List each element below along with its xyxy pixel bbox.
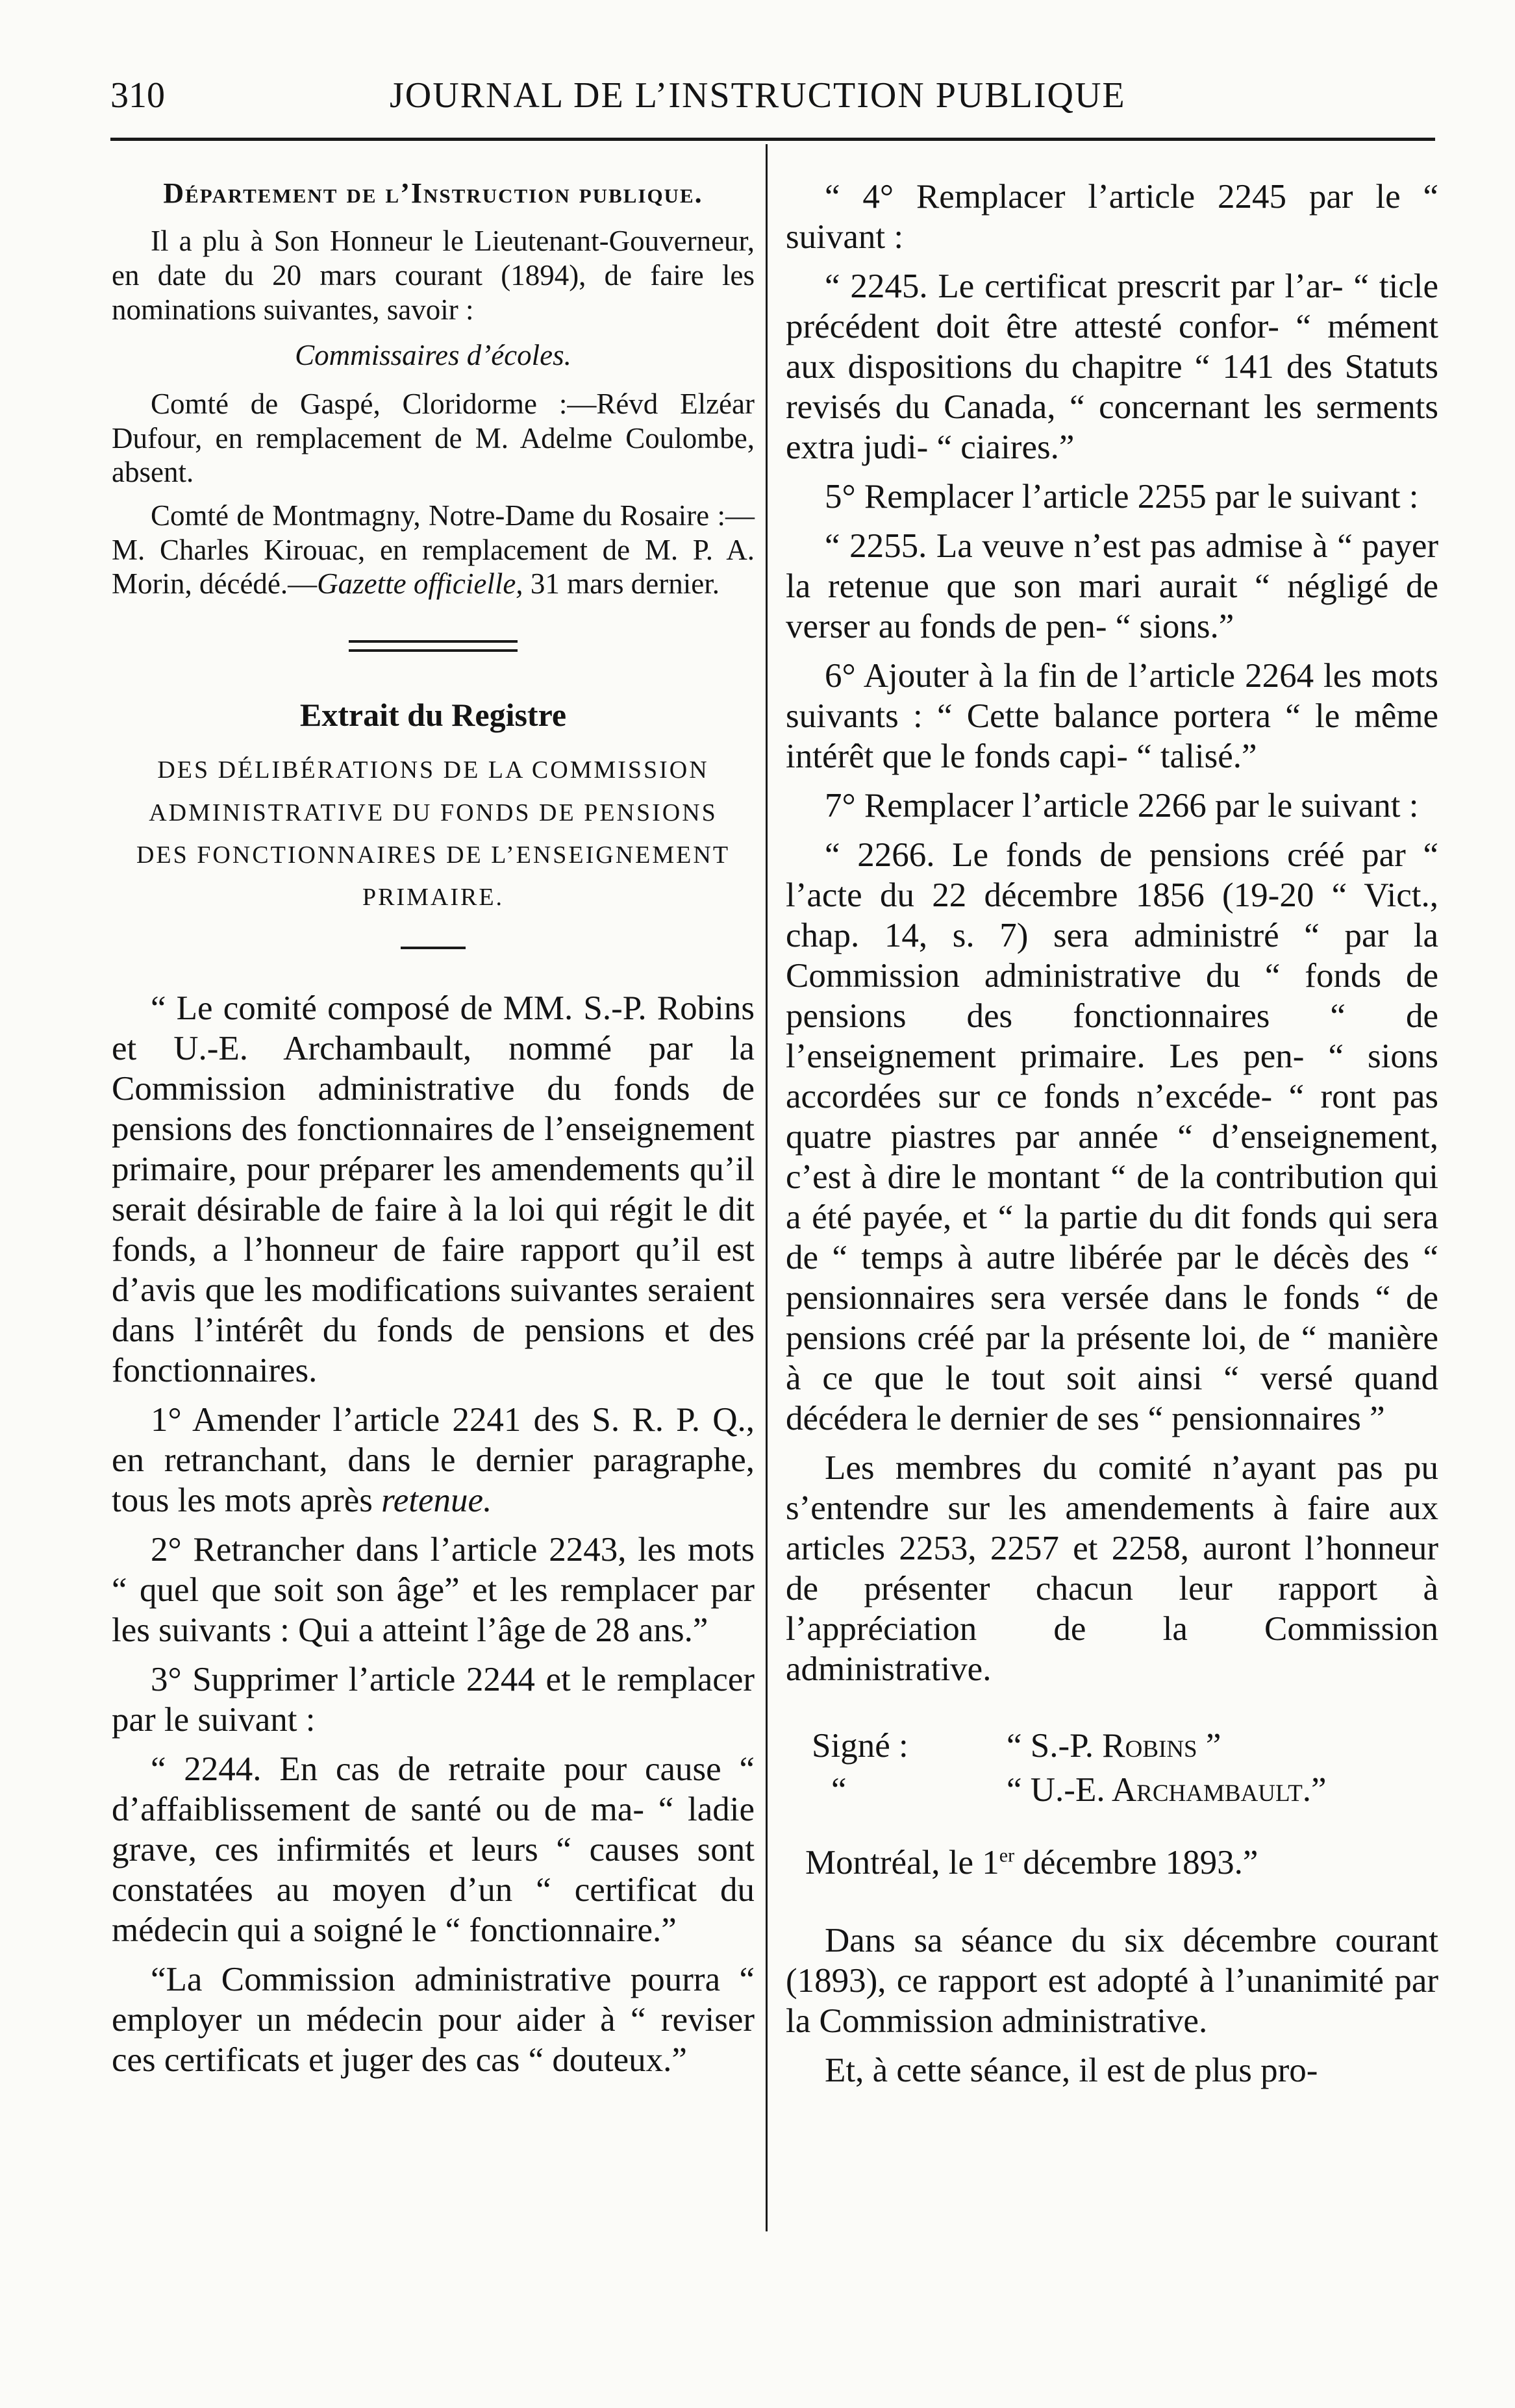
amendment-1-italic: retenue. <box>381 1481 492 1519</box>
signature-block <box>786 1726 1438 1810</box>
committee-report: “ Le comité composé de MM. S.-P. Robins et U.-E. Archambault, nommé par la Commission administrative du fonds de pensions des fonctionnaires de l’enseignement primaire, pour préparer les amendements qu’il serait désirable de faire à la loi qui régit le dit fonds, a l’honneur de faire rapport qu’il est d’avis que les modifications suivantes seraient dans l’intérêt du fonds de pensions et des fonctionnaires. <box>112 989 755 1389</box>
amendment-2: 2° Retrancher dans l’article 2243, les mots “ quel que soit son âge” et les remplacer par les suivants : Qui a atteint l’âge de 28 ans.” <box>112 1530 755 1649</box>
amendment-7: 7° Remplacer l’article 2266 par le suivant : <box>825 787 1419 825</box>
column-divider <box>766 144 768 2231</box>
signature-row <box>786 1726 1438 1766</box>
amendment-1-text: 1° Amender l’article 2241 des S. R. P. Q., en retranchant, dans le dernier paragraphe, tous les mots après <box>112 1400 755 1519</box>
adoption-paragraph: Dans sa séance du six décembre courant (1893), ce rapport est adopté à l’unanimité par la Commission administrative. <box>786 1922 1438 2040</box>
page-number: 310 <box>110 75 165 116</box>
amendment-5: 5° Remplacer l’article 2255 par le suivant : <box>825 478 1419 515</box>
header-rule <box>110 138 1435 141</box>
date-line <box>805 1843 1438 1883</box>
date-line-sup: er <box>999 1844 1015 1867</box>
subheading: Commissaires d’écoles. <box>295 339 571 372</box>
committee-disagreement: Les membres du comité n’ayant pas pu s’entendre sur les amendements à faire aux articles 2253, 2257 et 2258, auront l’honneur de présenter chacun leur rapport à l’appréciation de la Commission administrative. <box>786 1449 1438 1688</box>
department-heading: Département de l’Instruction publique. <box>163 177 703 209</box>
signature-label: Signé : <box>812 1727 908 1765</box>
signatory-archambault: “ U.-E. Archambault.” <box>1007 1771 1327 1809</box>
subtitle-rule <box>401 947 466 949</box>
article-2244-continued: “La Commission administrative pourra “ employer un médecin pour aider à “ reviser ces certificats et juger des cas “ douteux.” <box>112 1960 755 2079</box>
amendment-3: 3° Supprimer l’article 2244 et le remplacer par le suivant : <box>112 1660 755 1739</box>
nomination-montmagny-end: 31 mars dernier. <box>523 567 720 601</box>
date-line-post: décembre 1893.” <box>1014 1844 1258 1881</box>
section-title: Extrait du Registre <box>299 696 567 733</box>
amendment-4: “ 4° Remplacer l’article 2245 par le “ suivant : <box>786 178 1438 256</box>
signatory-robins: “ S.-P. Robins ” <box>1007 1727 1221 1765</box>
decree-intro: Il a plu à Son Honneur le Lieutenant-Gouverneur, en date du 20 mars courant (1894), de faire les nominations suivantes, savoir : <box>112 225 755 326</box>
amendment-1 <box>112 1400 755 1521</box>
article-2245: “ 2245. Le certificat prescrit par l’ar- “ ticle précédent doit être attesté confor- “ mément aux dispositions du chapitre “ 141 des Statuts revisés du Canada, “ concernant les serments extra judi- “ ciaires.” <box>786 267 1438 466</box>
running-title: JOURNAL DE L’INSTRUCTION PUBLIQUE <box>390 75 1126 116</box>
continuation-paragraph: Et, à cette séance, il est de plus pro- <box>825 2052 1318 2089</box>
section-divider <box>349 640 518 652</box>
nomination-gaspe: Comté de Gaspé, Cloridorme :—Révd Elzéar Dufour, en remplacement de M. Adelme Coulombe, absent. <box>112 388 755 489</box>
article-2255: “ 2255. La veuve n’est pas admise à “ payer la retenue que son mari aurait “ négligé de verser au fonds de pen- “ sions.” <box>786 527 1438 645</box>
nomination-montmagny <box>112 499 755 601</box>
amendment-6: 6° Ajouter à la fin de l’article 2264 les mots suivants : “ Cette balance portera “ le même intérêt que le fonds capi- “ talisé.” <box>786 657 1438 775</box>
article-2244: “ 2244. En cas de retraite pour cause “ d’affaiblissement de santé ou de ma- “ ladie grave, ces infirmités et leurs “ causes sont constatées au moyen d’un “ certificat du médecin qui a soigné le “ fonctionnaire.” <box>112 1750 755 1949</box>
date-line-pre: Montréal, le 1 <box>805 1844 999 1881</box>
article-2266: “ 2266. Le fonds de pensions créé par “ l’acte du 22 décembre 1856 (19-20 “ Vict., chap. 14, s. 7) sera administré “ par la Commission administrative du “ fonds de pensions des fonctionnaires “ de l’enseignement primaire. Les pen- “ sions accordées sur ce fonds n’excéde- “ ront pas quatre piastres par année “ d’enseignement, c’est à dire le montant “ de la contribution qui a été payée, et “ la partie du dit fonds qui sera de “ temps à autre libérée par le décès des “ pensionnaires sera versée dans le fonds “ de pensions créé par la présente loi, de “ manière à ce que le tout soit ainsi “ versé quand décédera le dernier de ses “ pensionnaires ” <box>786 836 1438 1437</box>
left-column <box>112 177 755 2089</box>
signature-row <box>786 1770 1438 1810</box>
ditto-mark: “ <box>831 1771 847 1809</box>
section-subtitle: DES DÉLIBÉRATIONS DE LA COMMISSION ADMINISTRATIVE DU FONDS DE PENSIONS DES FONCTIONNAIRES DE L’ENSEIGNEMENT PRIMAIRE. <box>136 756 731 912</box>
gazette-source: Gazette officielle, <box>317 567 523 601</box>
nomination-montmagny-text: Comté de Montmagny, Notre-Dame du Rosaire :—M. Charles Kirouac, en remplacement de M. P. A. Morin, décédé.— <box>112 499 755 601</box>
right-column <box>786 177 1438 2100</box>
